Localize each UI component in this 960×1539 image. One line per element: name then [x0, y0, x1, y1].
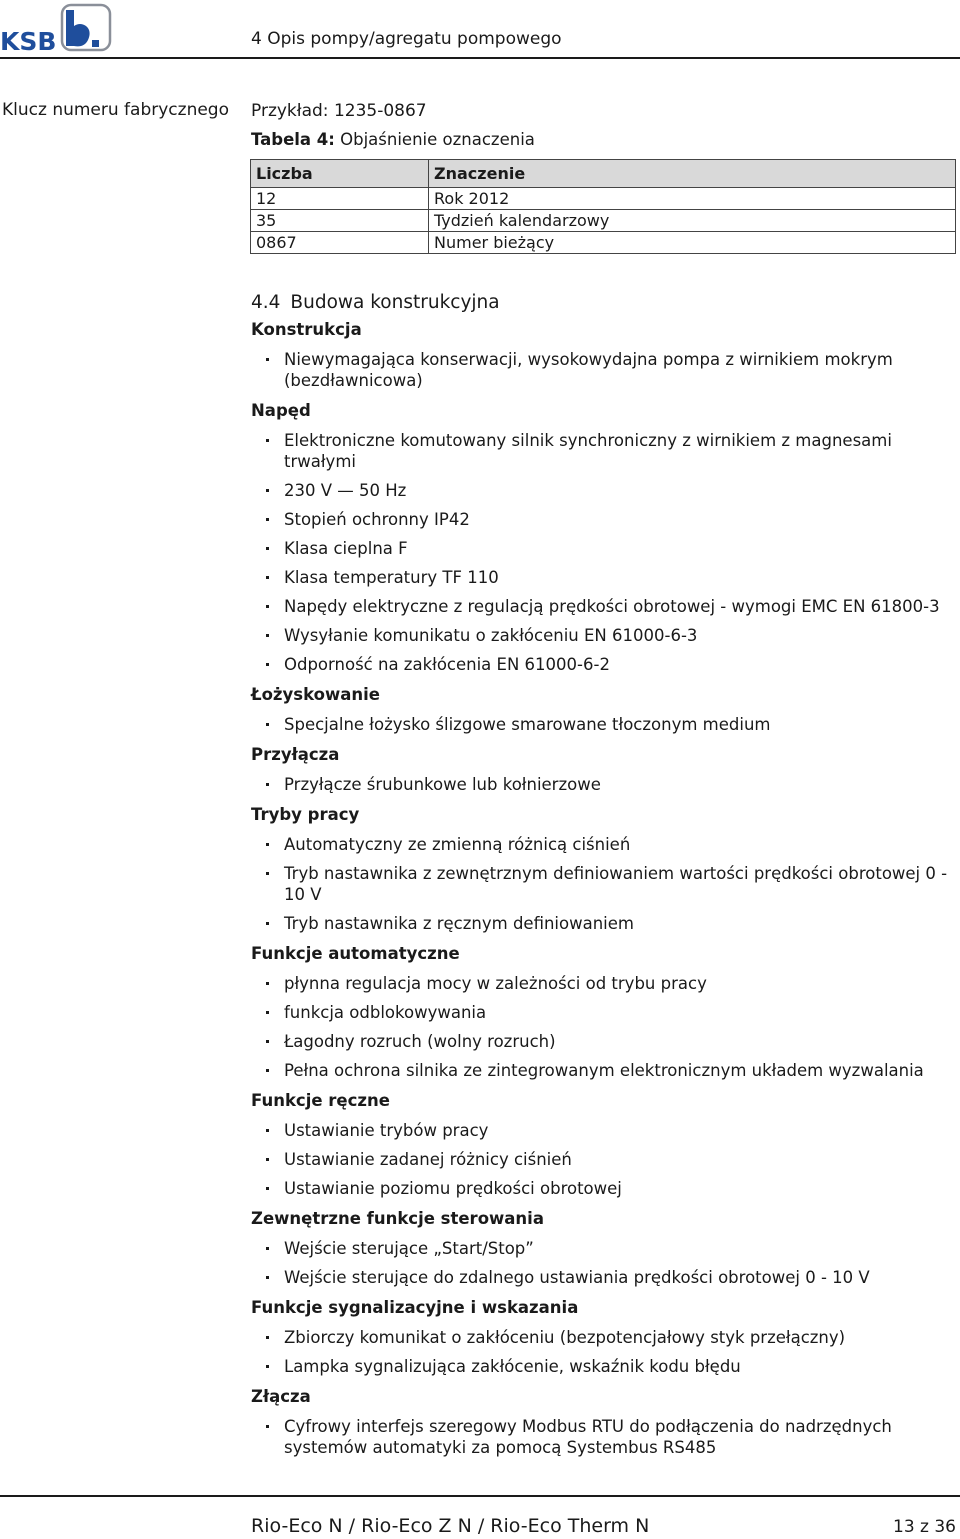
list-item: Automatyczny ze zmienną różnicą ciśnień — [251, 834, 956, 855]
subsection-heading: Złącza — [251, 1387, 311, 1406]
footer-divider — [0, 1495, 960, 1497]
list-item: Lampka sygnalizująca zakłócenie, wskaźnik kodu błędu — [251, 1356, 956, 1377]
bullet-list — [251, 430, 956, 675]
header-divider — [0, 57, 960, 59]
table-caption-label: Tabela 4: — [251, 130, 335, 149]
list-item: Klasa cieplna F — [251, 538, 956, 559]
example-serial: Przykład: 1235-0867 — [251, 101, 427, 121]
bullet-list — [251, 834, 956, 934]
bullet-list — [251, 714, 956, 735]
list-item: Wejście sterujące do zdalnego ustawiania prędkości obrotowej 0 - 10 V — [251, 1267, 956, 1288]
table-cell: 35 — [251, 210, 429, 232]
bullet-list — [251, 1120, 956, 1199]
bullet-list — [251, 774, 956, 795]
bullet-list — [251, 1416, 956, 1458]
section-title: Budowa konstrukcyjna — [290, 292, 500, 313]
subsection-heading: Konstrukcja — [251, 320, 362, 339]
subsection-heading: Zewnętrzne funkcje sterowania — [251, 1209, 544, 1228]
subsection-heading: Funkcje ręczne — [251, 1091, 390, 1110]
table-cell: 0867 — [251, 232, 429, 254]
meaning-table — [250, 159, 956, 254]
table-row — [251, 188, 956, 210]
subsection-heading: Przyłącza — [251, 745, 340, 764]
bullet-list — [251, 349, 956, 391]
ksb-logo — [0, 2, 114, 52]
column-header-meaning: Znaczenie — [429, 160, 956, 188]
table-cell: Rok 2012 — [429, 188, 956, 210]
list-item: Tryb nastawnika z zewnętrznym definiowaniem wartości prędkości obrotowej 0 - 10 V — [251, 863, 956, 905]
list-item: funkcja odblokowywania — [251, 1002, 956, 1023]
list-item: Specjalne łożysko ślizgowe smarowane tłoczonym medium — [251, 714, 956, 735]
list-item: Niewymagająca konserwacji, wysokowydajna pompa z wirnikiem mokrym (bezdławnicowa) — [251, 349, 956, 391]
section-heading — [251, 290, 956, 318]
list-item: Klasa temperatury TF 110 — [251, 567, 956, 588]
subsection-heading: Tryby pracy — [251, 805, 360, 824]
subsection-heading: Łożyskowanie — [251, 685, 380, 704]
list-item: Łagodny rozruch (wolny rozruch) — [251, 1031, 956, 1052]
list-item: 230 V — 50 Hz — [251, 480, 956, 501]
logo-text: KSB — [0, 27, 57, 52]
list-item: Przyłącze śrubunkowe lub kołnierzowe — [251, 774, 956, 795]
list-item: Wysyłanie komunikatu o zakłóceniu EN 61000-6-3 — [251, 625, 956, 646]
list-item: Cyfrowy interfejs szeregowy Modbus RTU do podłączenia do nadrzędnych systemów automatyki za pomocą Systembus RS485 — [251, 1416, 956, 1458]
subsection-heading: Funkcje sygnalizacyjne i wskazania — [251, 1298, 579, 1317]
list-item: Odporność na zakłócenia EN 61000-6-2 — [251, 654, 956, 675]
list-item: płynna regulacja mocy w zależności od trybu pracy — [251, 973, 956, 994]
table-cell: Numer bieżący — [429, 232, 956, 254]
list-item: Ustawianie poziomu prędkości obrotowej — [251, 1178, 956, 1199]
subsection-heading: Funkcje automatyczne — [251, 944, 460, 963]
product-name: Rio-Eco N / Rio-Eco Z N / Rio-Eco Therm N — [251, 1515, 650, 1537]
bullet-list — [251, 1238, 956, 1288]
table-caption-text: Objaśnienie oznaczenia — [340, 130, 535, 149]
bullet-list — [251, 1327, 956, 1377]
page-number: 13 z 36 — [893, 1517, 956, 1537]
list-item: Pełna ochrona silnika ze zintegrowanym elektronicznym układem wyzwalania — [251, 1060, 956, 1081]
list-item: Ustawianie trybów pracy — [251, 1120, 956, 1141]
list-item: Stopień ochronny IP42 — [251, 509, 956, 530]
table-cell: 12 — [251, 188, 429, 210]
list-item: Ustawianie zadanej różnicy ciśnień — [251, 1149, 956, 1170]
column-header-number: Liczba — [251, 160, 429, 188]
bullet-list — [251, 973, 956, 1081]
section-number: 4.4 — [251, 292, 281, 313]
list-item: Napędy elektryczne z regulacją prędkości obrotowej - wymogi EMC EN 61800-3 — [251, 596, 956, 617]
list-item: Wejście sterujące „Start/Stop” — [251, 1238, 956, 1259]
serial-number-key-label: Klucz numeru fabrycznego — [2, 100, 229, 120]
feature-groups — [251, 318, 956, 1458]
list-item: Elektroniczne komutowany silnik synchroniczny z wirnikiem z magnesami trwałymi — [251, 430, 956, 472]
table-row — [251, 210, 956, 232]
table-header-row — [251, 160, 956, 188]
table-row — [251, 232, 956, 254]
list-item: Zbiorczy komunikat o zakłóceniu (bezpotencjałowy styk przełączny) — [251, 1327, 956, 1348]
list-item: Tryb nastawnika z ręcznym definiowaniem — [251, 913, 956, 934]
table-cell: Tydzień kalendarzowy — [429, 210, 956, 232]
subsection-heading: Napęd — [251, 401, 311, 420]
table-caption — [251, 129, 956, 159]
main-content — [251, 100, 956, 1466]
chapter-title: 4 Opis pompy/agregatu pompowego — [251, 29, 562, 49]
